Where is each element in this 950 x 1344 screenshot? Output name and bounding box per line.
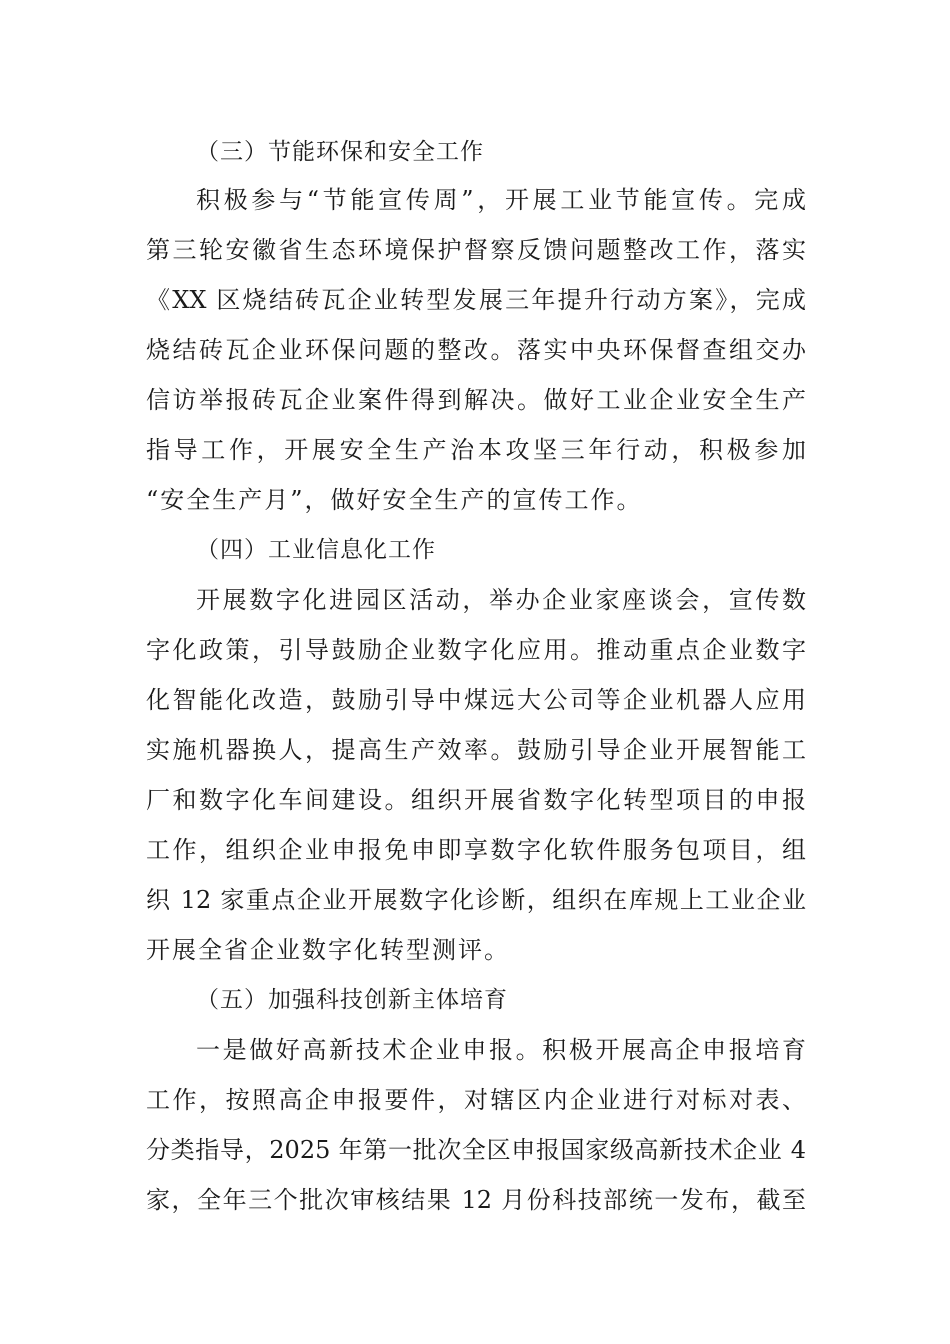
- paragraph-line: 烧结砖瓦企业环保问题的整改。落实中央环保督查组交办: [146, 336, 806, 364]
- paragraph-line: 分类指导，2025 年第一批次全区申报国家级高新技术企业 4: [146, 1136, 806, 1164]
- paragraph-line: 开展全省企业数字化转型测评。: [146, 936, 510, 964]
- section-heading-5: （五）加强科技创新主体培育: [196, 987, 508, 1013]
- section-heading-4: （四）工业信息化工作: [196, 537, 436, 563]
- paragraph-line: “安全生产月”，做好安全生产的宣传工作。: [146, 486, 643, 514]
- paragraph-line: 实施机器换人，提高生产效率。鼓励引导企业开展智能工: [146, 736, 806, 764]
- paragraph-line: 化智能化改造，鼓励引导中煤远大公司等企业机器人应用: [146, 686, 806, 714]
- paragraph-line: 《XX 区烧结砖瓦企业转型发展三年提升行动方案》，完成: [146, 286, 806, 314]
- paragraph-line: 工作，按照高企申报要件，对辖区内企业进行对标对表、: [146, 1086, 806, 1114]
- paragraph-line: 工作，组织企业申报免申即享数字化软件服务包项目，组: [146, 836, 806, 864]
- paragraph-line: 字化政策，引导鼓励企业数字化应用。推动重点企业数字: [146, 636, 806, 664]
- paragraph-line: 开展数字化进园区活动，举办企业家座谈会，宣传数: [196, 586, 806, 614]
- paragraph-line: 家，全年三个批次审核结果 12 月份科技部统一发布，截至: [146, 1186, 806, 1214]
- section-heading-3: （三）节能环保和安全工作: [196, 139, 484, 165]
- paragraph-line: 信访举报砖瓦企业案件得到解决。做好工业企业安全生产: [146, 386, 806, 414]
- paragraph-line: 指导工作，开展安全生产治本攻坚三年行动，积极参加: [146, 436, 806, 464]
- paragraph-line: 积极参与“节能宣传周”，开展工业节能宣传。完成: [196, 186, 806, 214]
- paragraph-line: 厂和数字化车间建设。组织开展省数字化转型项目的申报: [146, 786, 806, 814]
- paragraph-line: 织 12 家重点企业开展数字化诊断，组织在库规上工业企业: [146, 886, 806, 914]
- paragraph-line: 第三轮安徽省生态环境保护督察反馈问题整改工作，落实: [146, 236, 806, 264]
- paragraph-line: 一是做好高新技术企业申报。积极开展高企申报培育: [196, 1036, 806, 1064]
